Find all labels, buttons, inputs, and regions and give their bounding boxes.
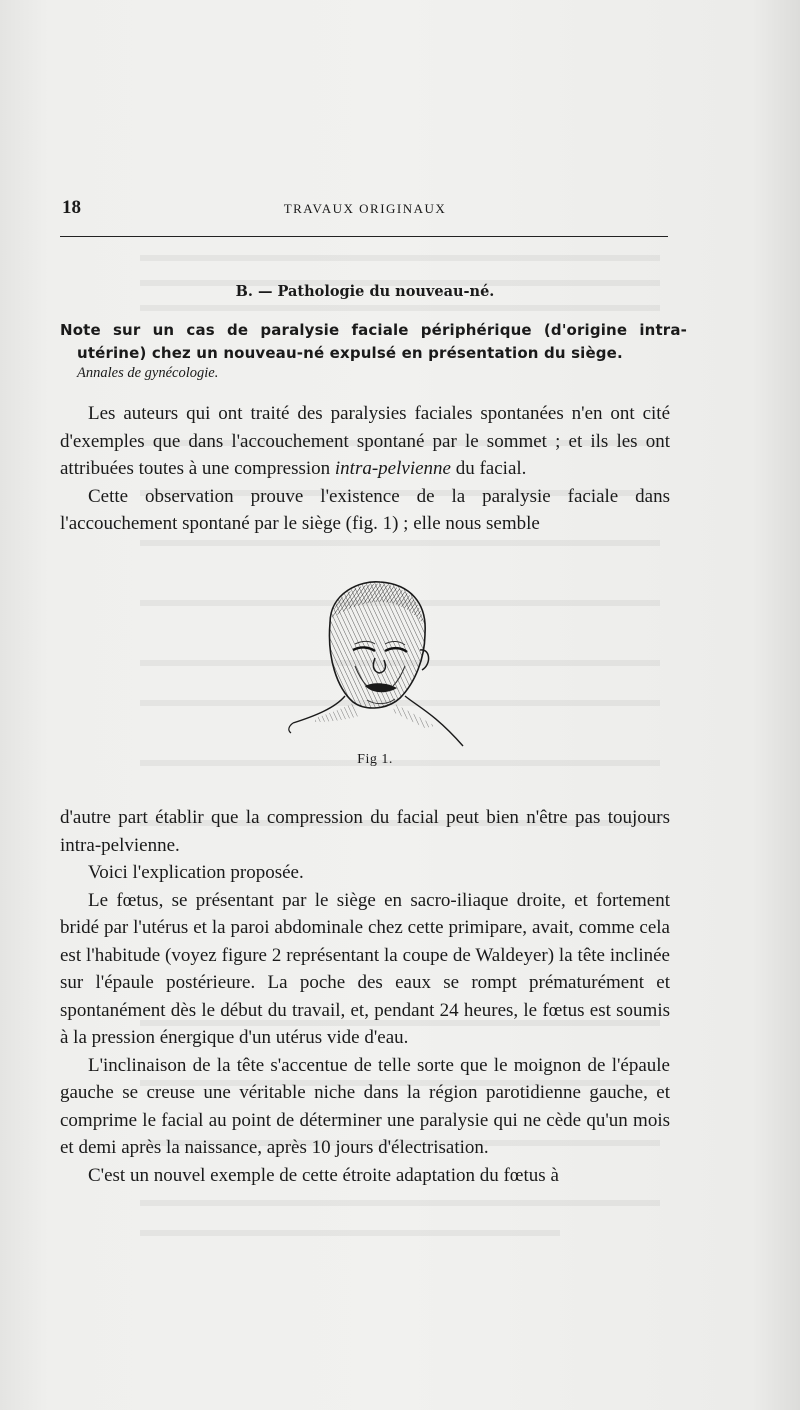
paragraph: Les auteurs qui ont traité des paralysies faciales spontanées n'en ont cité d'exemples que dans l'accouchement spontané par le sommet ; et ils les ont attribuées toutes à une compression intra-pelvienne du facial. [60,403,670,479]
paragraph: L'inclinaison de la tête s'accentue de telle sorte que le moignon de l'épaule gauche se creuse une véritable niche dans la région parotidienne gauche, et comprime le facial au point de déterminer une paralysie qui ne cède qu'un mois et demi après la naissance, après 10 jours d'électrisation. [60,1054,670,1158]
paragraph: Le fœtus, se présentant par le siège en sacro-iliaque droite, et fortement bridé par l'utérus et la paroi abdominale chez cette primipare, avait, comme cela est l'habitude (voyez figure 2 représentant la coupe de Waldeyer) la tête inclinée sur l'épaule postérieure. La poche des eaux se rompt prématurément et spontanément dès le début du travail, et, pendant 24 heures, le fœtus est soumis à la pression énergique d'un utérus vide d'eau. [60,889,670,1048]
section-title: B. — Pathologie du nouveau-né. [235,283,495,300]
figure-caption: Fig 1. [357,752,393,767]
paragraph: Voici l'explication proposée. [88,862,304,883]
paragraph: d'autre part établir que la compression du facial peut bien n'être pas toujours intra-pelvienne. [60,807,670,856]
body-text-top [60,400,670,538]
paragraph: C'est un nouvel exemple de cette étroite adaptation du fœtus à [88,1164,559,1186]
body-text-bottom [60,804,670,1189]
header-rule [60,236,668,237]
article-title: Note sur un cas de paralysie faciale périphérique (d'origine intra-utérine) chez un nouveau-né expulsé en présentation du siège. [60,321,687,362]
paragraph: Cette observation prouve l'existence de la paralysie faciale dans l'accouchement spontané par le siège (fig. 1) ; elle nous semble [60,485,670,534]
page-header [62,197,668,227]
newborn-face-illustration [275,578,475,748]
emphasis: intra-pelvienne [334,458,451,479]
running-title: TRAVAUX ORIGINAUX [283,201,447,216]
article-source: Annales de gynécologie. [77,365,219,381]
page-number: 18 [62,197,81,218]
